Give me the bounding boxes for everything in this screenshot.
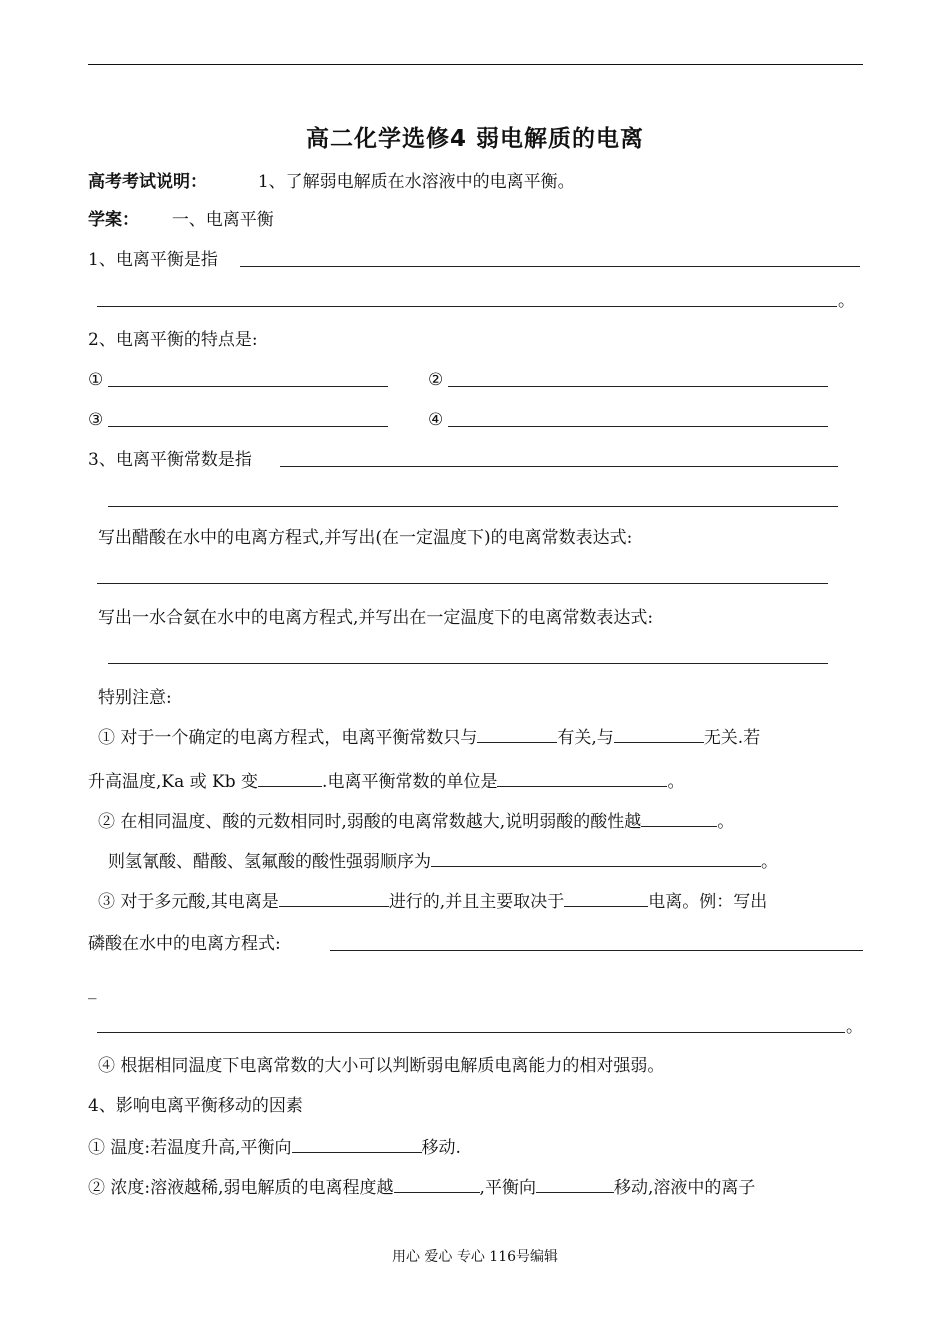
note-1 (98, 724, 760, 750)
answer-blank[interactable] (477, 724, 557, 743)
choice-3: ③ (88, 410, 104, 430)
note-2 (98, 808, 734, 834)
factor-temperature (88, 1134, 461, 1160)
note-1-text: .电离平衡常数的单位是 (322, 772, 498, 792)
answer-blank[interactable] (292, 1134, 422, 1153)
note-title: 特别注意: (98, 688, 172, 708)
question-1 (88, 248, 218, 272)
note-3-text: 进行的,并且主要取决于 (388, 892, 565, 912)
answer-blank[interactable] (108, 426, 388, 427)
answer-blank[interactable] (330, 950, 863, 951)
answer-blank[interactable] (279, 888, 389, 907)
period: 。 (761, 852, 778, 872)
acetic-acid-prompt: 写出醋酸在水中的电离方程式,并写出(在一定温度下)的电离常数表达式: (98, 528, 633, 548)
note-2-cont (108, 848, 778, 874)
question-2: 2、电离平衡的特点是: (88, 330, 258, 350)
factor-concentration (88, 1174, 755, 1200)
answer-blank[interactable] (97, 583, 828, 584)
note-3 (98, 888, 767, 914)
ammonia-prompt: 写出一水合氨在水中的电离方程式,并写出在一定温度下的电离常数表达式: (98, 608, 654, 628)
answer-blank[interactable] (108, 663, 828, 664)
note-2-text: 则氢氰酸、醋酸、氢氟酸的酸性强弱顺序为 (108, 852, 431, 872)
note-1-text: 有关,与 (557, 728, 614, 748)
period: 。 (846, 1017, 863, 1037)
question-1-text: 1、电离平衡是指 (88, 250, 218, 270)
factor-text: 移动. (421, 1138, 461, 1158)
note-3-cont: 磷酸在水中的电离方程式: (88, 934, 281, 954)
underscore-mark: _ (88, 980, 97, 1000)
header-rule (88, 64, 863, 65)
answer-blank[interactable] (97, 1032, 845, 1033)
plan-section: 一、电离平衡 (171, 210, 274, 230)
exam-text: 1、了解弱电解质在水溶液中的电离平衡。 (257, 172, 575, 192)
period: 。 (838, 291, 855, 311)
choice-1: ① (88, 370, 104, 390)
answer-blank[interactable] (564, 888, 648, 907)
answer-blank[interactable] (240, 266, 860, 267)
answer-blank[interactable] (394, 1174, 480, 1193)
period: 。 (667, 772, 685, 792)
answer-blank[interactable] (641, 808, 717, 827)
note-3-text: 电离。例：写出 (648, 892, 768, 912)
factor-text: 移动,溶液中的离子 (613, 1178, 756, 1198)
answer-blank[interactable] (497, 768, 667, 787)
answer-blank[interactable] (258, 768, 322, 787)
exam-description (88, 170, 575, 194)
factor-text: ② 浓度:溶液越稀,弱电解质的电离程度越 (88, 1178, 394, 1198)
answer-blank[interactable] (614, 724, 704, 743)
note-3-text: ③ 对于多元酸,其电离是 (98, 892, 279, 912)
question-4: 4、影响电离平衡移动的因素 (88, 1096, 303, 1116)
period: 。 (717, 812, 735, 832)
note-4: ④ 根据相同温度下电离常数的大小可以判断弱电解质电离能力的相对强弱。 (98, 1056, 665, 1076)
answer-blank[interactable] (431, 848, 761, 867)
note-1-cont (88, 768, 684, 794)
study-plan (88, 208, 274, 232)
choice-2: ② (428, 370, 444, 390)
note-1-text: 升高温度,Ka 或 Kb 变 (88, 772, 259, 792)
answer-blank[interactable] (280, 466, 838, 467)
question-3: 3、电离平衡常数是指 (88, 450, 252, 470)
answer-blank[interactable] (97, 306, 837, 307)
exam-label: 高考考试说明： (88, 172, 207, 192)
answer-blank[interactable] (108, 386, 388, 387)
choice-4: ④ (428, 410, 444, 430)
answer-blank[interactable] (108, 506, 838, 507)
answer-blank[interactable] (448, 386, 828, 387)
note-2-text: ② 在相同温度、酸的元数相同时,弱酸的电离常数越大,说明弱酸的酸性越 (98, 812, 642, 832)
answer-blank[interactable] (536, 1174, 614, 1193)
answer-blank[interactable] (448, 426, 828, 427)
plan-label: 学案： (88, 210, 139, 230)
note-1-text: 无关.若 (703, 728, 761, 748)
factor-text: ,平衡向 (479, 1178, 536, 1198)
page-title: 高二化学选修4 弱电解质的电离 (305, 126, 644, 152)
page-footer: 用心 爱心 专心 116号编辑 (391, 1249, 559, 1265)
factor-text: ① 温度:若温度升高,平衡向 (88, 1138, 292, 1158)
note-1-text: ① 对于一个确定的电离方程式，电离平衡常数只与 (98, 728, 478, 748)
